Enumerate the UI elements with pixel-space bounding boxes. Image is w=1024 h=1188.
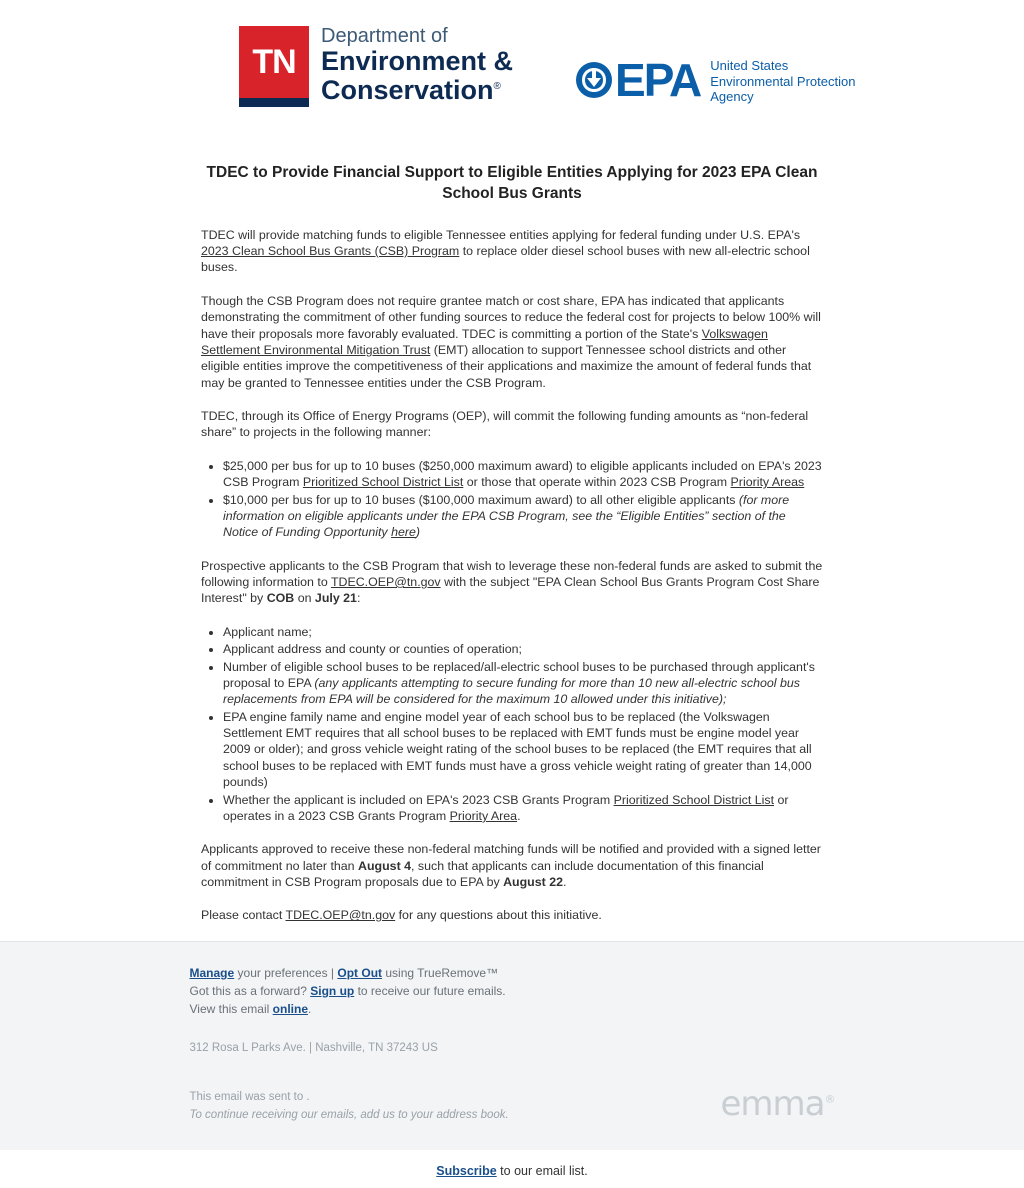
p4-text-c: on xyxy=(294,591,315,606)
address-book-text: To continue receiving our emails, add us to your address book. xyxy=(189,1108,509,1121)
p5-text-a: Applicants approved to receive these non-federal matching funds will be notified and provided with a signed letter of commitment no later than xyxy=(201,842,821,873)
subscribe-bar xyxy=(0,1150,1024,1188)
list-item: • EPA engine family name and engine model year of each school bus to be replaced (the Volkswagen Settlement EMT requires that all school buses to be replaced with EMT funds must be engine model year 2009 or older); and gross vehicle weight rating of the school buses to be replaced (the EMT requires that all school buses to be replaced with EMT funds must have a gross vehicle weight rating of greater than 14,000 pounds) xyxy=(223,709,823,791)
footer-address: 312 Rosa L Parks Ave. | Nashville, TN 37243 US xyxy=(189,1041,438,1054)
b1-text-a: $25,000 per bus for up to 10 buses ($250,000 maximum award) to eligible applicants included on EPA's 2023 CSB Program xyxy=(223,458,822,490)
paragraph-oep: TDEC, through its Office of Energy Programs (OEP), will commit the following funding amounts as “non-federal share” to projects in the following manner: xyxy=(201,409,809,440)
tdec-line-conservation xyxy=(321,76,513,105)
epa-sub-line1: United States xyxy=(710,58,789,73)
paragraph-submission xyxy=(201,558,823,607)
list-item xyxy=(223,458,823,491)
tdec-oep-email-link[interactable]: TDEC.OEP@tn.gov xyxy=(330,575,441,589)
prioritized-school-district-list-link[interactable]: Prioritized School District List xyxy=(302,475,464,490)
sent-to-text: This email was sent to . xyxy=(189,1091,310,1104)
p4-text-b: with the subject "EPA Clean School Bus Grants Program Cost Share Interest" by xyxy=(201,575,820,606)
p1-text-b: to replace older diesel school buses with new all-electric school buses. xyxy=(201,244,810,275)
list-item xyxy=(223,659,823,708)
priority-areas-link[interactable]: Priority Areas xyxy=(730,475,805,490)
tdec-conservation-text: Conservation xyxy=(321,74,494,105)
epa-wordmark: EPA xyxy=(615,54,701,107)
p4-text-a: Prospective applicants to the CSB Program that wish to leverage these non-federal funds are asked to submit the following information to xyxy=(201,558,823,589)
paragraph-contact xyxy=(201,907,823,923)
epa-seal-icon xyxy=(575,61,613,99)
p5-text-b: , such that applicants can include documentation of this financial commitment in CSB Program proposals due to EPA by xyxy=(201,858,764,889)
footer-bottom-row xyxy=(190,1084,835,1124)
forward-post-text: to receive our future emails. xyxy=(354,983,506,998)
list-item xyxy=(223,492,823,541)
paragraph-match xyxy=(201,293,823,391)
page-title: TDEC to Provide Financial Support to Eligible Entities Applying for 2023 EPA Clean School Bus Grants xyxy=(206,163,818,202)
view-online-link[interactable]: online xyxy=(272,1001,308,1016)
paragraph-approval xyxy=(201,841,823,890)
footer-forward-line xyxy=(190,982,835,1000)
emma-wordmark: emma xyxy=(720,1083,825,1124)
csb-program-link[interactable]: 2023 Clean School Bus Grants (CSB) Program xyxy=(201,244,460,258)
p4-deadline-july21: July 21 xyxy=(314,591,357,606)
manage-preferences-link[interactable]: Manage xyxy=(189,965,235,980)
view-pre-text: View this email xyxy=(189,1001,273,1016)
epa-sub-line2: Environmental Protection xyxy=(710,73,856,89)
list-item: • Applicant name; xyxy=(223,624,823,640)
footer-sent-to-block xyxy=(190,1089,509,1124)
opt-out-link[interactable]: Opt Out xyxy=(337,965,383,980)
paragraph-intro xyxy=(201,227,823,276)
trueremove-text: using TrueRemove™ xyxy=(382,965,499,980)
p4-cob: COB xyxy=(266,591,295,606)
p5-text-c: . xyxy=(563,875,567,889)
view-post-text: . xyxy=(308,1001,312,1016)
i3-text-a: Number of eligible school buses to be replaced/all-electric school buses to be purchased through applicant's proposal to EPA xyxy=(223,659,815,690)
epa-agency-name xyxy=(710,56,855,105)
b1-text-b: or those that operate within 2023 CSB Program xyxy=(463,475,731,490)
p2-text-b: (EMT) allocation to support Tennessee school districts and other eligible entities improve the competitiveness of their applications and maximize the amount of federal funds that may be granted to Tennessee entities under the CSB Program. xyxy=(201,342,812,390)
b2-text-a: $10,000 per bus for up to 10 buses ($100,000 maximum award) to all other eligible applicants xyxy=(223,492,739,507)
epa-sub-line3: Agency xyxy=(710,89,754,105)
epa-logo xyxy=(575,26,855,105)
p1-text-a: TDEC will provide matching funds to eligible Tennessee entities applying for federal funding under U.S. EPA's xyxy=(201,227,801,242)
logo-header xyxy=(0,0,1024,117)
tdec-logo xyxy=(239,26,513,104)
tdec-line-environment: Environment & xyxy=(321,46,514,77)
p5-date-august4: August 4 xyxy=(358,858,412,873)
emma-registered-mark: ® xyxy=(824,1092,835,1106)
p6-text-a: Please contact xyxy=(201,908,286,923)
tdec-tn-mark: TN xyxy=(239,26,309,98)
vw-settlement-link[interactable]: Volkswagen Settlement Environmental Mitigation Trust xyxy=(201,326,768,357)
p2-text-a: Though the CSB Program does not require grantee match or cost share, EPA has indicated that applicants demonstrating the commitment of other funding sources to reduce the federal cost for projects to below 100% will have their proposals more favorably evaluated. TDEC is committing a portion of the State's xyxy=(201,293,821,341)
prioritized-school-district-list-link-2[interactable]: Prioritized School District List xyxy=(613,792,775,807)
forward-pre-text: Got this as a forward? xyxy=(189,983,311,998)
manage-rest-text: your preferences | xyxy=(234,965,338,980)
email-footer xyxy=(0,941,1024,1150)
tdec-wordmark xyxy=(321,26,513,104)
b2-close-paren: ) xyxy=(415,525,421,540)
b2-italic-note: (for more information on eligible applicants under the EPA CSB Program, see the “Eligible Entities” section of the Notice of Funding Opportunity xyxy=(223,492,790,540)
subscribe-rest-text: to our email list. xyxy=(496,1163,588,1178)
i3-italic-note: (any applicants attempting to secure funding for more than 10 new all-electric school bus replacements from EPA will be considered for the maximum 10 allowed under this initiative); xyxy=(223,675,800,707)
list-item xyxy=(223,792,823,825)
i5-period: . xyxy=(517,808,521,823)
p4-text-d: : xyxy=(356,591,361,606)
emma-logo xyxy=(721,1084,835,1124)
registered-mark: ® xyxy=(493,80,501,92)
required-info-list xyxy=(201,624,823,825)
funding-bullet-list xyxy=(201,458,823,541)
email-body xyxy=(201,117,823,924)
list-item: • Applicant address and county or counties of operation; xyxy=(223,641,823,657)
p6-text-b: for any questions about this initiative. xyxy=(395,908,602,923)
sign-up-link[interactable]: Sign up xyxy=(310,983,355,998)
tdec-line-department: Department of xyxy=(321,25,448,47)
i5-text-b: or operates in a 2023 CSB Grants Program xyxy=(223,792,789,823)
footer-view-online-line xyxy=(190,1000,835,1018)
p5-date-august22: August 22 xyxy=(503,875,563,889)
subscribe-link[interactable]: Subscribe xyxy=(436,1163,497,1178)
nofo-here-link[interactable]: here xyxy=(391,525,416,540)
i5-text-a: Whether the applicant is included on EPA's 2023 CSB Grants Program xyxy=(223,792,614,807)
footer-preferences-line xyxy=(190,964,835,982)
priority-area-link[interactable]: Priority Area xyxy=(449,808,518,823)
tdec-oep-email-link-2[interactable]: TDEC.OEP@tn.gov xyxy=(285,908,396,923)
